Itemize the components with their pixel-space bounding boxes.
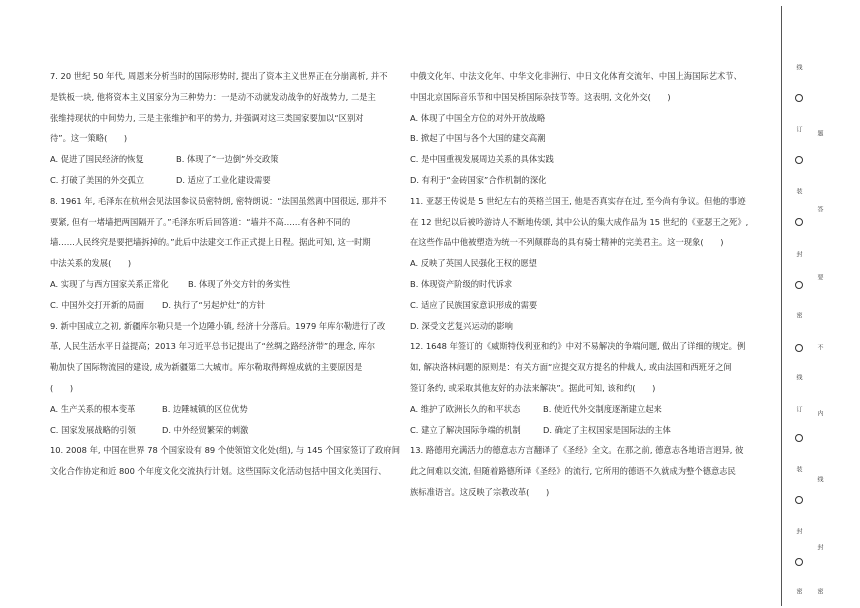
option-b: B. 掀起了中国与各个大国的建交高潮 xyxy=(410,133,546,144)
binding-hole-icon xyxy=(795,558,803,566)
question-text: 12. 1648 年签订的《威斯特伐利亚和约》中对不易解决的争端问题, 做出了详细的规定。例 xyxy=(410,341,746,352)
option-a: A. 促进了国民经济的恢复 xyxy=(50,154,144,165)
question-8 xyxy=(50,191,400,316)
option-row xyxy=(50,170,400,191)
binding-hole-icon xyxy=(795,94,803,102)
binding-hole-icon xyxy=(795,434,803,442)
question-text: 勒加快了国际物流园的建设, 成为新疆第二大城市。库尔勒取得辉煌成就的主要原因是 xyxy=(50,362,363,373)
option-d: D. 深受文艺复兴运动的影响 xyxy=(410,320,513,331)
option-row xyxy=(410,399,762,420)
margin-char: 线 xyxy=(795,374,802,380)
margin-char: 要 xyxy=(816,274,823,280)
margin-char: 订 xyxy=(795,126,802,132)
right-column xyxy=(410,66,762,503)
binding-hole-icon xyxy=(795,156,803,164)
margin-char: 题 xyxy=(816,130,823,136)
option-row xyxy=(50,420,400,441)
question-text: 革, 人民生活水平日益提高；2013 年习近平总书记提出了“丝绸之路经济带”的理念, 库尔 xyxy=(50,341,375,352)
margin-char: 密 xyxy=(816,588,823,594)
question-11 xyxy=(410,191,762,337)
question-text: 在 12 世纪以后被吟游诗人不断地传颂, 其中公认的集大成作品为 15 世纪的《亚瑟王之死》, xyxy=(410,216,749,227)
question-text: 此之间难以交流, 但随着路德所译《圣经》的流行, 它所用的德语不久就成为整个德意志民 xyxy=(410,466,736,477)
option-b: B. 体现了外交方针的务实性 xyxy=(188,278,291,289)
binding-hole-icon xyxy=(795,281,803,289)
question-9 xyxy=(50,316,400,441)
option-d: D. 确定了主权国家是国际法的主体 xyxy=(543,424,671,435)
question-text: 中法关系的发展( ) xyxy=(50,258,132,269)
question-13 xyxy=(410,440,762,502)
option-d: D. 有利于“金砖国家”合作机制的深化 xyxy=(410,174,547,185)
option-b: B. 体现资产阶级的时代诉求 xyxy=(410,278,513,289)
option-d: D. 中外经贸繁荣的刺激 xyxy=(162,424,249,435)
question-12 xyxy=(410,336,762,440)
binding-hole-icon xyxy=(795,496,803,504)
option-a: A. 生产关系的根本变革 xyxy=(50,403,136,414)
question-text: 张维持现状的中间势力, 三是主张维护和平的势力, 并强调对这三类国家要加以“区别对 xyxy=(50,112,364,123)
question-10 xyxy=(50,440,400,482)
option-row xyxy=(50,274,400,295)
question-text: 待”。这一策略( ) xyxy=(50,133,128,144)
option-c: C. 中国外交打开新的局面 xyxy=(50,299,145,310)
margin-char: 内 xyxy=(816,410,823,416)
question-text: 要紧, 但有一堵墙把两国隔开了。”毛泽东听后回答道：“墙并不高……有各种不同的 xyxy=(50,216,351,227)
question-text: 10. 2008 年, 中国在世界 78 个国家设有 89 个使领馆文化处(组), 与 145 个国家签订了政府间 xyxy=(50,445,400,456)
option-a: A. 维护了欧洲长久的和平状态 xyxy=(410,403,521,414)
option-c: C. 国家发展战略的引领 xyxy=(50,424,136,435)
margin-char: 封 xyxy=(795,251,802,257)
margin-char: 装 xyxy=(795,466,802,472)
question-text: 是铁板一块, 他将资本主义国家分为三种势力：一是动不动就发动战争的好战势力, 二是主 xyxy=(50,91,376,102)
binding-line xyxy=(781,6,782,606)
option-row xyxy=(410,420,762,441)
margin-char: 密 xyxy=(795,312,802,318)
margin-char: 答 xyxy=(816,206,823,212)
option-c: C. 适应了民族国家意识形成的需要 xyxy=(410,299,538,310)
question-text: 如, 解决洛林问题的原则是：有关方面“应提交双方提名的仲裁人, 或由法国和西班牙之间 xyxy=(410,362,732,373)
margin-char: 封 xyxy=(816,544,823,550)
question-text: 墙……人民终究是要把墙拆掉的。”此后中法建交工作正式提上日程。据此可知, 这一时期 xyxy=(50,237,371,248)
question-text: 签订条约, 或采取其他友好的办法来解决”。据此可知, 该和约( ) xyxy=(410,382,656,393)
question-text: 族标准语言。这反映了宗教改革( ) xyxy=(410,486,550,497)
binding-hole-icon xyxy=(795,218,803,226)
question-text: 9. 新中国成立之初, 新疆库尔勒只是一个边陲小镇, 经济十分落后。1979 年库尔勒进行了改 xyxy=(50,320,386,331)
option-d: D. 执行了“另起炉灶”的方针 xyxy=(162,299,266,310)
margin-char: 装 xyxy=(795,188,802,194)
question-text: 在这些作品中他被塑造为统一不列颠群岛的具有骑士精神的完美君主。这一现象( ) xyxy=(410,237,724,248)
margin-char: 密 xyxy=(795,588,802,594)
question-text: 13. 路德用充满活力的德意志方言翻译了《圣经》全文。在那之前, 德意志各地语言迥异, 彼 xyxy=(410,445,744,456)
margin-char: 不 xyxy=(816,344,823,350)
question-7 xyxy=(50,66,400,191)
option-row xyxy=(50,149,400,170)
binding-margin xyxy=(784,6,844,606)
option-a: A. 实现了与西方国家关系正常化 xyxy=(50,278,169,289)
margin-char: 线 xyxy=(795,64,802,70)
option-row xyxy=(50,295,400,316)
binding-hole-icon xyxy=(795,344,803,352)
option-c: C. 是中国重视发展周边关系的具体实践 xyxy=(410,154,554,165)
question-text: 中国北京国际音乐节和中国吴桥国际杂技节等。这表明, 文化外交( ) xyxy=(410,91,671,102)
margin-char: 订 xyxy=(795,406,802,412)
option-b: B. 边陲城镇的区位优势 xyxy=(162,403,248,414)
option-c: C. 打破了美国的外交孤立 xyxy=(50,174,145,185)
margin-char: 封 xyxy=(795,528,802,534)
option-a: A. 体现了中国全方位的对外开放战略 xyxy=(410,112,546,123)
option-a: A. 反映了英国人民强化王权的愿望 xyxy=(410,258,537,269)
option-row xyxy=(50,399,400,420)
margin-char: 线 xyxy=(816,476,823,482)
question-text: 11. 亚瑟王传说是 5 世纪左右的英格兰国王, 他是否真实存在过, 至今尚有争议。但他的事迹 xyxy=(410,195,746,206)
left-column xyxy=(50,66,400,482)
question-text: 文化合作协定和近 800 个年度文化交流执行计划。这些国际文化活动包括中国文化美国行、 xyxy=(50,466,387,477)
option-c: C. 建立了解决国际争端的机制 xyxy=(410,424,521,435)
question-text: ( ) xyxy=(50,382,74,393)
question-text: 中俄文化年、中法文化年、中华文化非洲行、中日文化体育交流年、中国上海国际艺术节、 xyxy=(410,71,742,81)
option-d: D. 适应了工业化建设需要 xyxy=(176,174,271,185)
question-10-continued xyxy=(410,66,762,191)
option-b: B. 使近代外交制度逐渐建立起来 xyxy=(543,403,662,414)
question-text: 7. 20 世纪 50 年代, 周恩来分析当时的国际形势时, 提出了资本主义世界正在分崩离析, 并不 xyxy=(50,71,388,81)
question-text: 8. 1961 年, 毛泽东在杭州会见法国参议员密特朗, 密特朗说：“法国虽然离中国很远, 那并不 xyxy=(50,195,387,206)
option-b: B. 体现了“一边倒”外交政策 xyxy=(176,154,279,165)
